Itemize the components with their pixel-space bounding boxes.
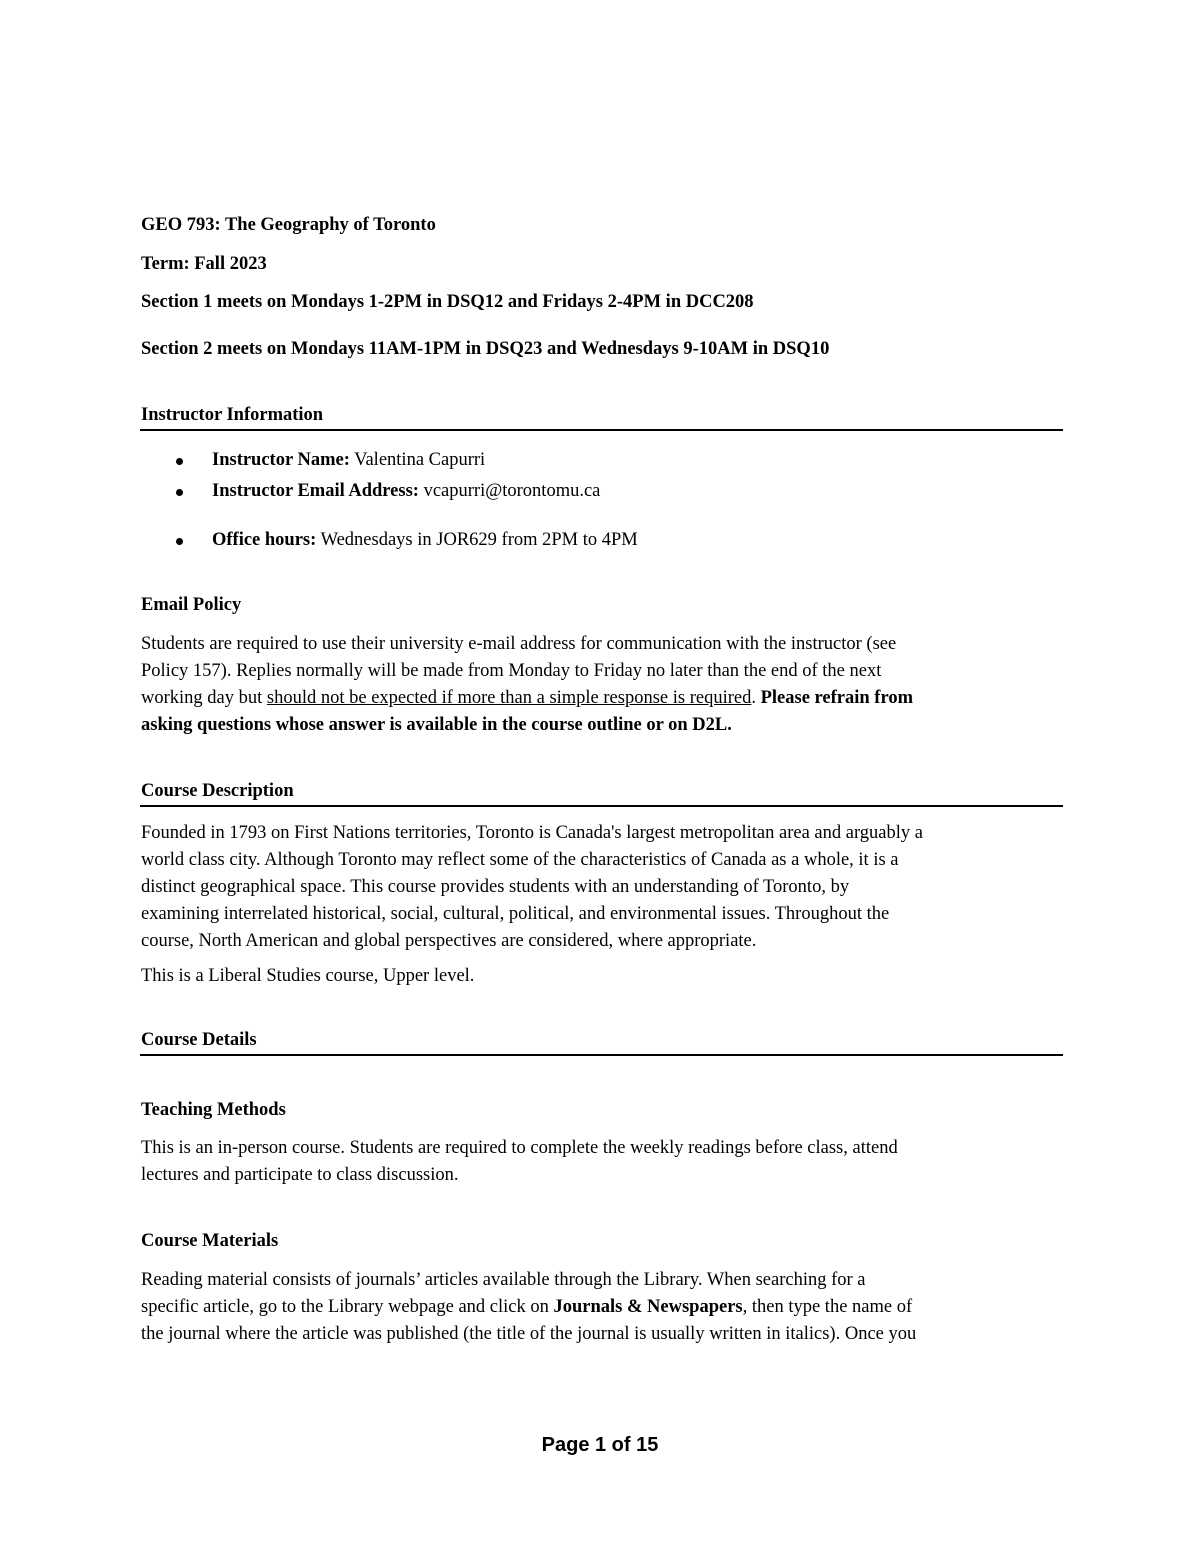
journals-newspapers-text: Journals & Newspapers — [553, 1297, 743, 1317]
section-1-schedule: Section 1 meets on Mondays 1-2PM in DSQ12 and Fridays 2-4PM in DCC208 — [141, 292, 754, 312]
course-materials-text: specific article, go to the Library webpage and click on — [141, 1297, 554, 1317]
instructor-heading: Instructor Information — [141, 405, 324, 425]
instructor-name-value: Valentina Capurri — [349, 450, 486, 470]
bullet-icon — [176, 538, 183, 545]
page-number: Page 1 of 15 — [541, 1434, 659, 1456]
course-materials-paragraph — [141, 1267, 1071, 1348]
course-description-line: course, North American and global perspectives are considered, where appropriate. — [141, 931, 757, 951]
teaching-methods-line: This is an in-person course. Students are required to complete the weekly readings before class, attend — [141, 1138, 898, 1158]
email-policy-bold-line: asking questions whose answer is available in the course outline or on D2L. — [141, 715, 732, 735]
course-description-heading: Course Description — [141, 781, 294, 801]
course-materials-text: , then type the name of — [742, 1297, 913, 1317]
instructor-name-label: Instructor Name: — [212, 450, 350, 470]
section-2-schedule: Section 2 meets on Mondays 11AM-1PM in DSQ23 and Wednesdays 9-10AM in DSQ10 — [141, 339, 830, 359]
teaching-methods-paragraph — [141, 1135, 1071, 1189]
teaching-methods-heading: Teaching Methods — [141, 1100, 286, 1120]
email-policy-line: Policy 157). Replies normally will be made from Monday to Friday no later than the end of the next — [141, 661, 882, 681]
office-hours-value: Wednesdays in JOR629 from 2PM to 4PM — [316, 530, 638, 550]
instructor-heading-rule — [140, 429, 1063, 431]
course-description-rule — [140, 805, 1063, 807]
instructor-email-value: vcapurri@torontomu.ca — [418, 481, 601, 501]
bullet-icon — [176, 489, 183, 496]
course-details-rule — [140, 1054, 1063, 1056]
course-description-paragraph — [141, 820, 1071, 955]
office-hours-label: Office hours: — [212, 530, 317, 550]
email-policy-underlined-text: should not be expected if more than a simple response is required — [266, 688, 752, 708]
course-details-heading: Course Details — [141, 1030, 257, 1050]
email-policy-bold-text: Please refrain from — [760, 688, 914, 708]
email-policy-line: Students are required to use their university e-mail address for communication with the instructor (see — [141, 634, 897, 654]
course-materials-line: the journal where the article was published (the title of the journal is usually written in italics). Once you — [141, 1324, 917, 1344]
teaching-methods-line: lectures and participate to class discussion. — [141, 1165, 459, 1185]
email-policy-period: . — [751, 688, 761, 708]
liberal-studies-note: This is a Liberal Studies course, Upper level. — [141, 966, 475, 986]
course-materials-heading: Course Materials — [141, 1231, 279, 1251]
course-description-line: Founded in 1793 on First Nations territories, Toronto is Canada's largest metropolitan area and arguably a — [141, 823, 923, 843]
email-policy-paragraph — [141, 631, 1071, 739]
course-description-line: world class city. Although Toronto may reflect some of the characteristics of Canada as a whole, it is a — [141, 850, 899, 870]
term-line: Term: Fall 2023 — [141, 254, 267, 274]
email-policy-text: working day but — [141, 688, 267, 708]
course-title: GEO 793: The Geography of Toronto — [141, 215, 436, 235]
email-policy-heading: Email Policy — [141, 595, 242, 615]
bullet-icon — [176, 458, 183, 465]
course-description-line: distinct geographical space. This course provides students with an understanding of Toronto, by — [141, 877, 850, 897]
course-description-line: examining interrelated historical, social, cultural, political, and environmental issues. Throughout the — [141, 904, 890, 924]
instructor-email-label: Instructor Email Address: — [212, 481, 419, 501]
course-materials-line: Reading material consists of journals’ articles available through the Library. When searching for a — [141, 1270, 866, 1290]
